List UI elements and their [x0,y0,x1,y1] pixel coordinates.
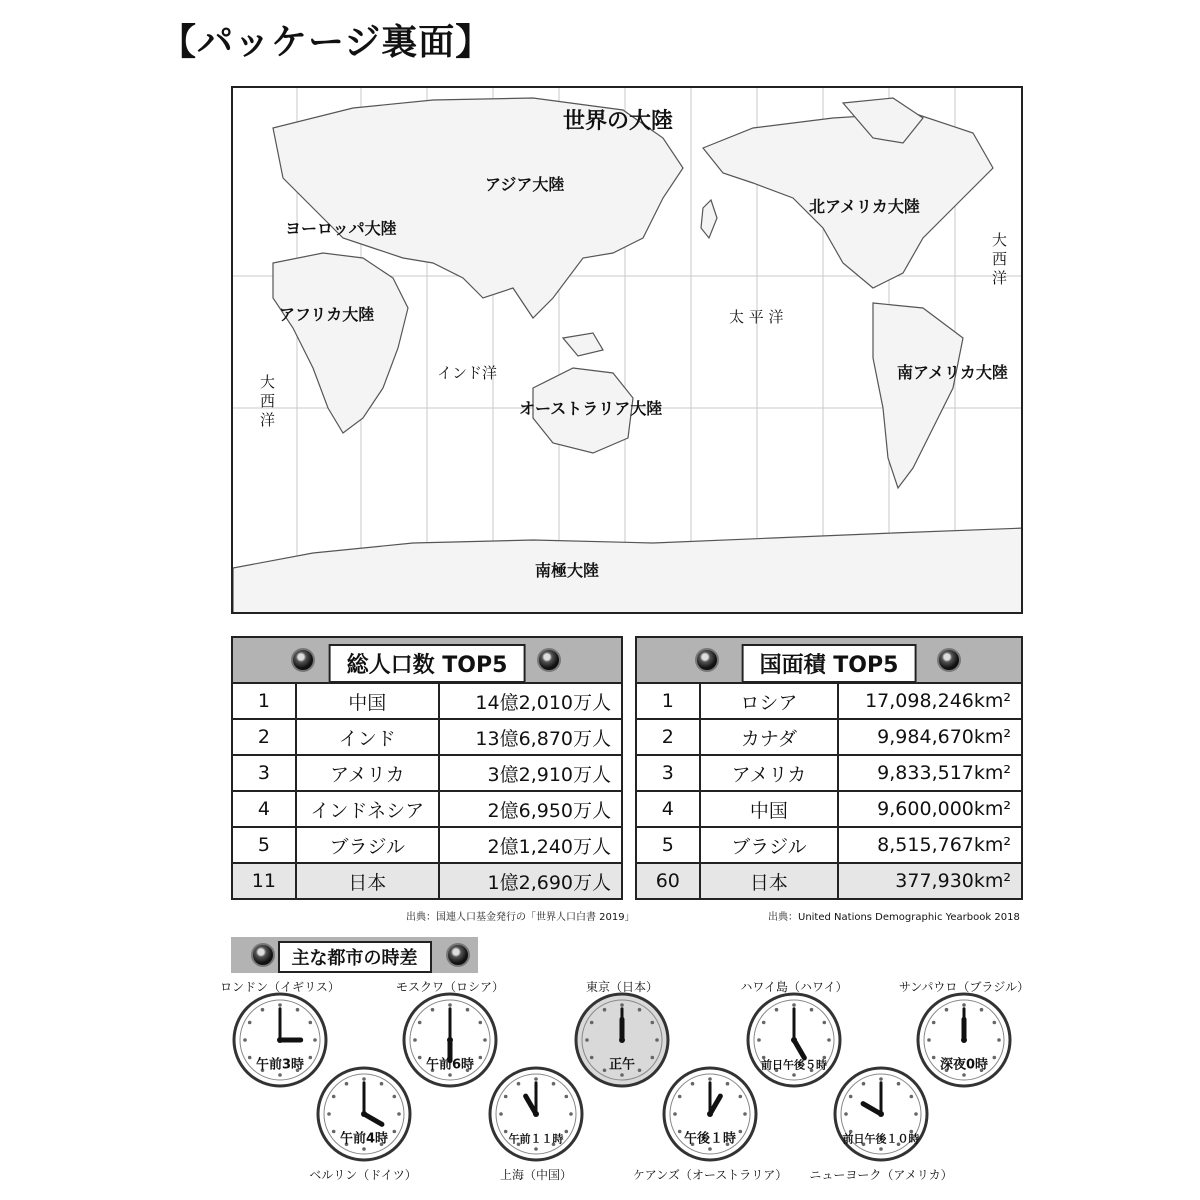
country-cell: カナダ [700,719,839,755]
country-cell: ブラジル [296,827,439,863]
clock-hub [961,1037,967,1043]
clock-time-label: 午後１時 [683,1131,737,1147]
table-row-japan [232,863,622,899]
clock-face [232,992,328,1088]
clock-tick [431,1008,435,1012]
clock-tick [309,1056,313,1060]
bullet-icon [937,648,961,672]
label-atlantic-west: 大西洋 [258,374,276,431]
country-cell: ブラジル [700,827,839,863]
clock-tick [849,1095,853,1099]
clock-time-label: 午前6時 [425,1057,475,1073]
label-indian: インド洋 [437,364,498,382]
clock-tick [914,1112,918,1116]
table-row [636,755,1022,791]
label-oceania: オーストラリア大陸 [519,399,663,418]
clock-tick [708,1077,712,1081]
clock-tick [932,1021,936,1025]
clock-tick [309,1021,313,1025]
clock-tick [810,1008,814,1012]
clock-tick [927,1038,931,1042]
clock-face [746,992,842,1088]
clock-tick [248,1021,252,1025]
clock-tick [590,1021,594,1025]
value-cell: 13億6,870万人 [439,719,622,755]
clock-tick [418,1021,422,1025]
clock-hub [277,1037,283,1043]
clock-tick [620,1003,624,1007]
clock-tick [380,1082,384,1086]
bullet-icon [291,648,315,672]
clock-tick [248,1056,252,1060]
clock-tick [483,1038,487,1042]
clock-city-label: ケアンズ（オーストラリア） [632,1168,788,1182]
clock-city-label: 上海（中国） [499,1168,573,1182]
table-row [232,683,622,719]
label-atlantic-east: 大西洋 [990,232,1008,289]
clock-tick [278,1003,282,1007]
clock-tick [345,1082,349,1086]
clock-tick [418,1056,422,1060]
rank-cell: 4 [232,791,296,827]
value-cell: 9,600,000km² [838,791,1022,827]
clock-tick [393,1095,397,1099]
clock-city-label: ベルリン（ドイツ） [309,1168,417,1182]
clock-time-label: 深夜0時 [939,1057,989,1073]
clock-tick [651,1021,655,1025]
clock-hub [878,1111,884,1117]
bullet-icon [446,943,470,967]
area-rows [635,682,1023,900]
country-cell: 日本 [700,863,839,899]
clock-tick [980,1008,984,1012]
clock-tick [910,1095,914,1099]
clock-face [488,1066,584,1162]
clock-tick [708,1147,712,1151]
clock-tick [879,1077,883,1081]
population-table [231,636,623,900]
clock-tick [691,1082,695,1086]
clock-tick [993,1021,997,1025]
clock-tick [552,1082,556,1086]
label-south-america: 南アメリカ大陸 [897,363,1008,382]
value-cell: 14億2,010万人 [439,683,622,719]
clock-tick [726,1082,730,1086]
clock-city-label: ロンドン（イギリス） [220,980,340,994]
clock-tick [879,1147,883,1151]
value-cell: 2億1,240万人 [439,827,622,863]
clock-tick [448,1073,452,1077]
clock-city-label: サンパウロ（ブラジル） [898,980,1030,994]
clock-time-label: 午前１１時 [508,1132,564,1146]
world-map [231,86,1023,614]
population-header [231,636,623,682]
clock-tick [603,1008,607,1012]
clock-face [574,992,670,1088]
area-header [635,636,1023,682]
clock-tick [620,1073,624,1077]
label-africa: アフリカ大陸 [279,305,375,324]
time-difference-header [231,937,478,973]
clock-hub [447,1037,453,1043]
table-row [232,791,622,827]
area-source: 出典：United Nations Demographic Yearbook 2018 [768,912,1020,923]
table-row [636,791,1022,827]
clock-tick [296,1008,300,1012]
clock-tick [534,1147,538,1151]
map-title: 世界の大陸 [563,109,674,134]
label-north-america: 北アメリカ大陸 [809,197,920,216]
clock-tick [466,1008,470,1012]
bullet-icon [251,943,275,967]
table-row [232,719,622,755]
clock-city-label: 東京（日本） [585,980,659,994]
clock-tick [844,1112,848,1116]
country-cell: アメリカ [700,755,839,791]
clock-tick [932,1056,936,1060]
table-row [636,827,1022,863]
clock-tick [413,1038,417,1042]
clock-tick [534,1077,538,1081]
country-cell: 中国 [296,683,439,719]
value-cell: 3億2,910万人 [439,755,622,791]
clock-tick [504,1130,508,1134]
clock-tick [448,1003,452,1007]
clock-city-label: ハワイ島（ハワイ） [740,980,848,994]
rank-cell: 60 [636,863,700,899]
clock-hub [361,1111,367,1117]
clock-tick [827,1038,831,1042]
clock-tick [792,1003,796,1007]
clock-tick [678,1130,682,1134]
clock-tick [479,1021,483,1025]
clock-tick [504,1095,508,1099]
clock-tick [673,1112,677,1116]
clock-tick [569,1112,573,1116]
clock-tick [792,1073,796,1077]
table-row [232,755,622,791]
clock-tick [479,1056,483,1060]
population-source: 出典：国連人口基金発行の「世界人口白書 2019」 [406,912,635,923]
value-cell: 377,930km² [838,863,1022,899]
clock-tick [739,1095,743,1099]
country-cell: アメリカ [296,755,439,791]
rank-cell: 2 [636,719,700,755]
clock-tick [332,1130,336,1134]
clock-tick [655,1038,659,1042]
clock-tick [757,1038,761,1042]
time-difference-title: 主な都市の時差 [278,941,432,973]
country-cell: 日本 [296,863,439,899]
clock-tick [962,1073,966,1077]
country-cell: 中国 [700,791,839,827]
rank-cell: 2 [232,719,296,755]
clock-tick [565,1095,569,1099]
table-row [636,683,1022,719]
clock-tick [823,1021,827,1025]
clock-hub [619,1037,625,1043]
clock-time-label: 午前3時 [255,1057,305,1073]
clock-tick [945,1008,949,1012]
value-cell: 9,984,670km² [838,719,1022,755]
clock-tick [638,1008,642,1012]
value-cell: 1億2,690万人 [439,863,622,899]
table-row [232,827,622,863]
bullet-icon [537,648,561,672]
clock-tick [517,1082,521,1086]
clock-face [833,1066,929,1162]
clock-tick [327,1112,331,1116]
clock-tick [278,1073,282,1077]
clock-face [316,1066,412,1162]
clock-tick [332,1095,336,1099]
clock-tick [362,1077,366,1081]
clock-hub [533,1111,539,1117]
clock-tick [897,1082,901,1086]
rank-cell: 3 [232,755,296,791]
clock-tick [362,1147,366,1151]
clock-tick [651,1056,655,1060]
country-cell: インド [296,719,439,755]
clock-tick [261,1008,265,1012]
table-row [636,719,1022,755]
clock-tick [762,1021,766,1025]
clock-time-label: 前日午後５時 [761,1058,827,1072]
area-title: 国面積 TOP5 [742,644,917,683]
clock-tick [393,1130,397,1134]
clock-tick [397,1112,401,1116]
table-row-japan [636,863,1022,899]
clock-face [916,992,1012,1088]
area-table [635,636,1023,900]
clock-tick [743,1112,747,1116]
map-graphic [233,88,1023,614]
value-cell: 2億6,950万人 [439,791,622,827]
value-cell: 17,098,246km² [838,683,1022,719]
clock-city-label: ニューヨーク（アメリカ） [809,1168,953,1182]
population-title: 総人口数 TOP5 [329,644,526,683]
clock-time-label: 正午 [608,1057,636,1073]
clock-tick [997,1038,1001,1042]
clock-tick [739,1130,743,1134]
clock-tick [313,1038,317,1042]
clock-hub [707,1111,713,1117]
clock-tick [962,1003,966,1007]
clock-tick [603,1069,607,1073]
clock-tick [585,1038,589,1042]
clock-face [402,992,498,1088]
clock-tick [638,1069,642,1073]
clock-tick [590,1056,594,1060]
clock-tick [775,1008,779,1012]
rank-cell: 11 [232,863,296,899]
clock-tick [862,1082,866,1086]
rank-cell: 5 [636,827,700,863]
clock-tick [499,1112,503,1116]
label-pacific: 太 平 洋 [729,308,784,326]
clock-tick [993,1056,997,1060]
bullet-icon [695,648,719,672]
rank-cell: 3 [636,755,700,791]
clock-tick [243,1038,247,1042]
clock-time-label: 午前4時 [339,1131,389,1147]
rank-cell: 5 [232,827,296,863]
label-antarctica: 南極大陸 [535,561,600,580]
clock-tick [678,1095,682,1099]
country-cell: インドネシア [296,791,439,827]
rank-cell: 1 [232,683,296,719]
rank-cell: 4 [636,791,700,827]
clock-tick [565,1130,569,1134]
label-asia: アジア大陸 [485,175,565,194]
population-rows [231,682,623,900]
clock-time-label: 前日午後１０時 [842,1132,920,1146]
value-cell: 9,833,517km² [838,755,1022,791]
clock-face [662,1066,758,1162]
value-cell: 8,515,767km² [838,827,1022,863]
label-europe: ヨーロッパ大陸 [285,219,397,238]
country-cell: ロシア [700,683,839,719]
clock-hub [791,1037,797,1043]
clock-city-label: モスクワ（ロシア） [395,980,505,994]
rank-cell: 1 [636,683,700,719]
page-title: 【パッケージ裏面】 [160,22,493,63]
